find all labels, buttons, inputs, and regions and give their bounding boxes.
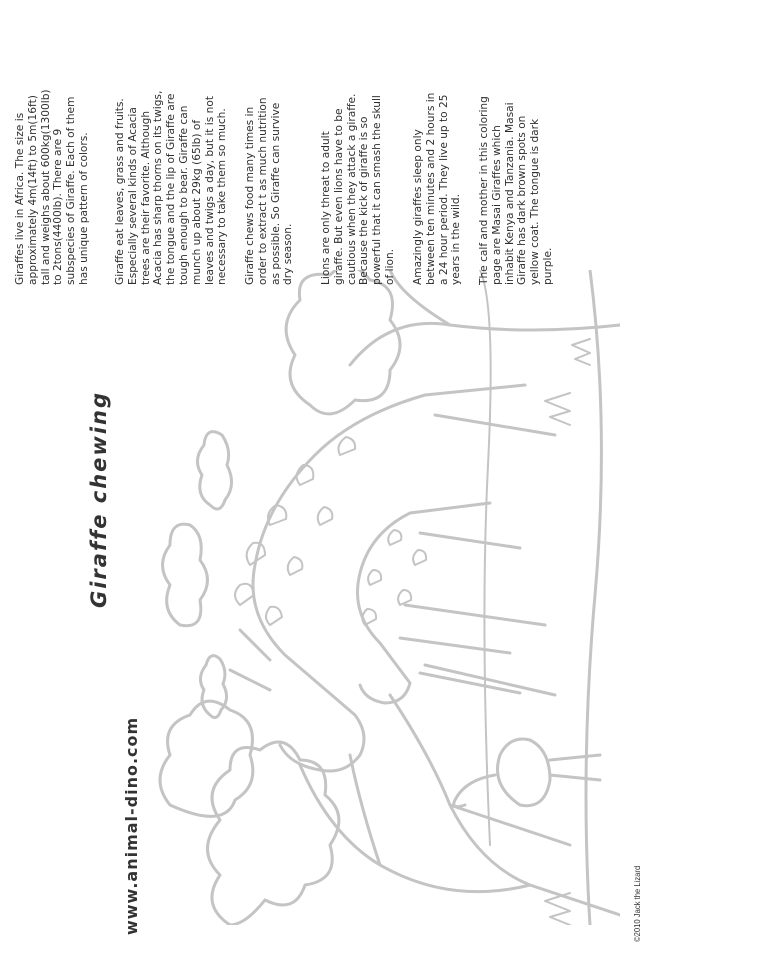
cloud (163, 524, 208, 626)
foliage (160, 701, 253, 816)
page-title: Giraffe chewing (87, 390, 111, 608)
giraffe-adult (230, 385, 555, 771)
giraffe-line-art (150, 270, 620, 925)
tree-branch (350, 755, 570, 865)
site-url[interactable]: www.animal-dino.com (122, 716, 141, 935)
giraffe-calf (358, 503, 521, 703)
fact-paragraph-size: Giraffes live in Africa. The size is approximately 4m(14ft) to 5m(16ft) tall and weighs about 600kg(1300lb) to 2tons(4400lb). There are 9 subspecies of Giraffe. Each of them has unique pattern of colors. (14, 89, 90, 285)
giraffe-adult-spots (235, 437, 355, 625)
fact-paragraph-chewing: Giraffe chews food many times in order to extract t as much nutrition as possible. So Giraffe can survive dry season. (244, 97, 295, 285)
cloud (197, 432, 231, 509)
fact-panel (14, 0, 734, 285)
cloud (200, 656, 226, 718)
fact-paragraph-sleep: Amazingly giraffes sleep only between ten minutes and 2 hours in a 24 hour period. They live up to 25 years in the wild. (412, 92, 463, 285)
ostrich (454, 739, 600, 807)
fact-paragraph-diet: Giraffe eat leaves, grass and fruits. Especially several kinds of Acacia trees are their favorite. Although Acacia has sharp thorns on its twigs, the tongue and the lip of Giraffe are tough enough to bear. Giraffe can munch up about 29kg (65lb) of leaves and twigs a day, but it is not necessary to take them so much. (114, 90, 229, 285)
fact-paragraph-lions: Lions are only threat to adult giraffe. But even lions have to be cautious when they attack a giraffe. Because the kick of giraffe is so powerful that it can smash the skull of lion. (320, 93, 396, 285)
copyright-notice: ©2010 Jack the Lizard (632, 865, 642, 942)
grass (545, 339, 590, 925)
horizon-line (480, 270, 491, 845)
fact-paragraph-masai: The calf and mother in this coloring page are Masai Giraffes which inhabit Kenya and Tanzania. Masai Giraffe has dark brown spots on yellow coat. The tongue is dark purple. (478, 96, 554, 285)
foliage (286, 270, 400, 414)
ground-line (586, 270, 601, 925)
